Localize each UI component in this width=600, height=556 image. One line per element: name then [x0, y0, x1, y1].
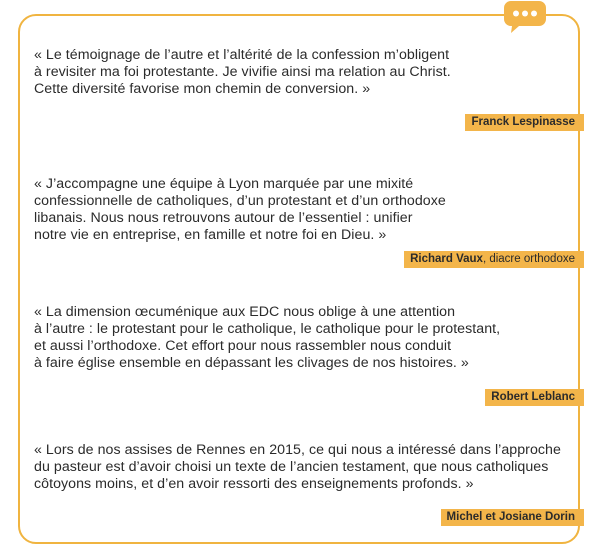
attribution-badge	[485, 389, 584, 406]
attribution-row	[465, 114, 584, 131]
attribution-badge	[465, 114, 584, 131]
attribution-badge	[404, 251, 584, 268]
testimonial-quote: « Le témoignage de l’autre et l’altérité de la confession m’obligent à revisiter ma foi protestante. Je vivifie ainsi ma relation au Christ. Cette diversité favorise mon chemin de conversion. »	[34, 47, 451, 97]
author-name: Robert Leblanc	[491, 391, 575, 403]
speech-bubble-icon	[503, 0, 547, 34]
author-name: Michel et Josiane Dorin	[446, 511, 575, 523]
testimonial-3	[34, 304, 584, 408]
testimonial-2	[34, 176, 584, 272]
testimonial-4	[34, 442, 584, 530]
testimonial-quote: « J’accompagne une équipe à Lyon marquée par une mixité confessionnelle de catholiques, d’un protestant et d’un orthodoxe libanais. Nous nous retrouvons autour de l’essentiel : unifier notre vie en entreprise, en famille et notre foi en Dieu. »	[34, 176, 446, 243]
author-name: Richard Vaux	[410, 253, 483, 265]
attribution-badge	[441, 509, 584, 526]
testimonial-1	[34, 47, 584, 133]
attribution-row	[404, 251, 584, 268]
author-name: Franck Lespinasse	[471, 116, 575, 128]
testimonial-quote: « La dimension œcuménique aux EDC nous oblige à une attention à l’autre : le protestant pour le catholique, le catholique pour le protestant, et aussi l’orthodoxe. Cet effort pour nous rassembler nous conduit à faire église ensemble en dépassant les clivages de nos histoires. »	[34, 304, 501, 371]
testimonial-quote: « Lors de nos assises de Rennes en 2015, ce qui nous a intéressé dans l’approche du pasteur est d’avoir choisi un texte de l’ancien testament, que nous catholiques côtoyons moins, et d’en avoir ressorti des enseignements profonds. »	[34, 442, 561, 492]
attribution-row	[485, 389, 584, 406]
author-role: , diacre orthodoxe	[482, 253, 575, 265]
attribution-row	[441, 509, 584, 526]
